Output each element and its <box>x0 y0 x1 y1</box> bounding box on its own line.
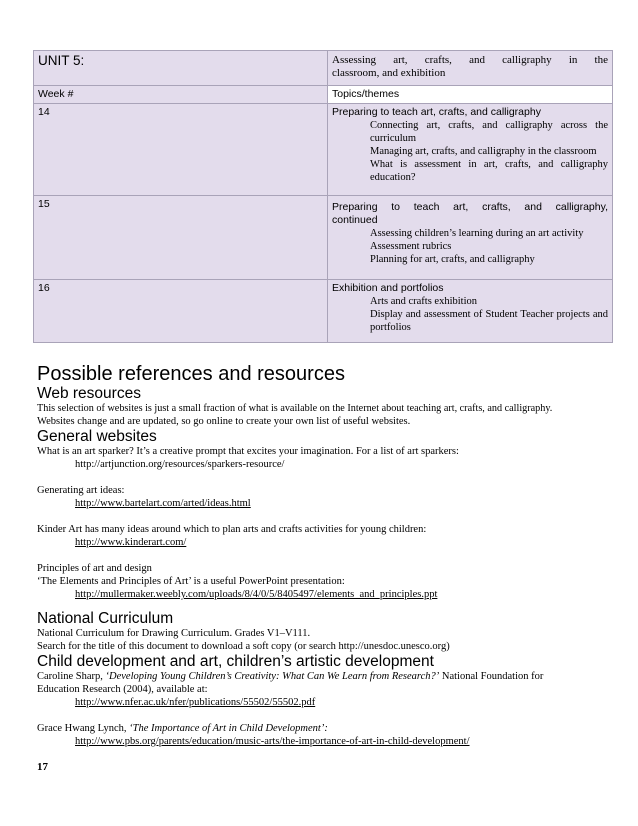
principles-text: Principles of art and design <box>37 563 152 574</box>
topic-heading-line1: Preparing to teach art, crafts, and calligraphy, <box>332 201 608 213</box>
lynch-reference <box>37 722 627 735</box>
art-ideas-text: Generating art ideas: <box>37 485 125 496</box>
artjunction-link[interactable]: http://artjunction.org/resources/sparkers-resource/ <box>75 459 285 470</box>
topic-heading: Exhibition and portfolios <box>332 282 444 294</box>
national-curriculum-text: Search for the title of this document to download a soft copy (or search http://unesdoc.unesco.org) <box>37 641 450 652</box>
topic-heading: Preparing to teach art, crafts, and calligraphy <box>332 106 541 118</box>
sharp-author: Caroline Sharp, <box>37 671 106 682</box>
week-number: 14 <box>34 104 328 196</box>
column-header-week: Week # <box>34 86 328 104</box>
topics-cell <box>328 104 613 196</box>
topic-item: Connecting art, crafts, and calligraphy across the curriculum <box>370 120 608 144</box>
kinderart-link[interactable]: http://www.kinderart.com/ <box>75 537 187 548</box>
week-number: 15 <box>34 196 328 280</box>
column-header-row <box>34 86 613 104</box>
lynch-title: ‘The Importance of Art in Child Development’: <box>129 723 328 734</box>
lynch-author: Grace Hwang Lynch, <box>37 723 130 734</box>
unit-title-line2: classroom, and exhibition <box>332 67 446 79</box>
table-row <box>34 280 613 343</box>
sharp-title: ‘Developing Young Children’s Creativity: What Can We Learn from Research?’ <box>105 671 440 682</box>
unit-label: UNIT 5: <box>34 51 328 86</box>
topic-item: What is assessment in art, crafts, and calligraphy education? <box>370 159 608 183</box>
table-row <box>34 196 613 280</box>
sharp-reference <box>37 670 627 683</box>
bartelart-link[interactable]: http://www.bartelart.com/arted/ideas.html <box>75 498 251 509</box>
web-resources-text: Websites change and are updated, so go online to create your own list of useful websites. <box>37 416 411 427</box>
kinderart-text: Kinder Art has many ideas around which to plan arts and crafts activities for young children: <box>37 524 427 535</box>
sharp-publisher: National Foundation for <box>439 671 544 682</box>
topic-item: Arts and crafts exhibition <box>370 296 478 307</box>
topic-item: Display and assessment of Student Teacher projects and portfolios <box>370 309 608 333</box>
topic-item: Planning for art, crafts, and calligraphy <box>370 254 535 265</box>
national-curriculum-text: National Curriculum for Drawing Curriculum. Grades V1–V111. <box>37 628 311 639</box>
sharp-reference-line2: Education Research (2004), available at: <box>37 684 208 695</box>
page-number: 17 <box>37 761 48 773</box>
references-section <box>37 363 627 748</box>
unit-schedule-table <box>33 50 613 343</box>
week-number: 16 <box>34 280 328 343</box>
general-websites-heading: General websites <box>37 428 157 445</box>
mullermaker-link[interactable]: http://mullermaker.weebly.com/uploads/8/4/0/5/8405497/elements_and_principles.ppt <box>75 589 438 600</box>
topic-item: Managing art, crafts, and calligraphy in the classroom <box>370 146 597 157</box>
unit-header-row <box>34 51 613 86</box>
topic-item: Assessing children’s learning during an art activity <box>370 228 584 239</box>
web-resources-heading: Web resources <box>37 385 141 402</box>
art-sparker-text: What is an art sparker? It’s a creative prompt that excites your imagination. For a list of art sparkers: <box>37 446 459 457</box>
column-header-topics: Topics/themes <box>328 86 613 104</box>
topics-cell <box>328 196 613 280</box>
topics-cell <box>328 280 613 343</box>
pbs-link[interactable]: http://www.pbs.org/parents/education/music-arts/the-importance-of-art-in-child-development/ <box>75 736 470 747</box>
references-title: Possible references and resources <box>37 363 345 385</box>
unit-title <box>328 51 613 86</box>
powerpoint-text: ‘The Elements and Principles of Art’ is a useful PowerPoint presentation: <box>37 576 345 587</box>
unit-title-line1: Assessing art, crafts, and calligraphy in the <box>332 54 608 66</box>
child-development-heading: Child development and art, children’s artistic development <box>37 653 434 670</box>
nfer-link[interactable]: http://www.nfer.ac.uk/nfer/publications/55502/55502.pdf <box>75 697 316 708</box>
web-resources-text: This selection of websites is just a small fraction of what is available on the Internet about teaching art, crafts, and calligraphy. <box>37 403 553 414</box>
national-curriculum-heading: National Curriculum <box>37 610 174 627</box>
table-row <box>34 104 613 196</box>
topic-item: Assessment rubrics <box>370 241 452 252</box>
topic-heading-line2: continued <box>332 214 378 226</box>
